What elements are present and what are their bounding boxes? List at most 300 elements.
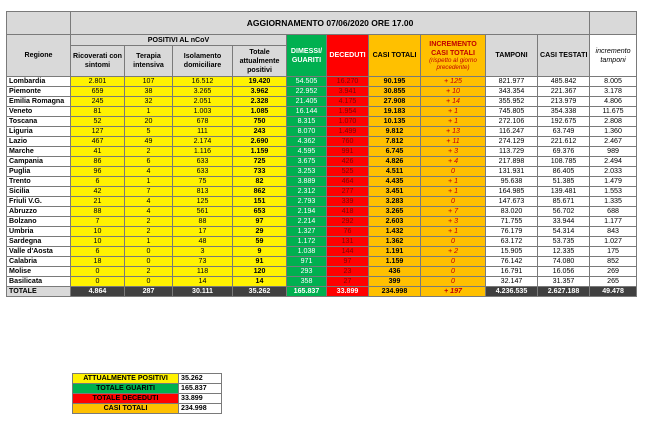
terapia-value: 49: [125, 137, 173, 147]
isolamento-value: 3.265: [173, 87, 233, 97]
terapia-value: 5: [125, 127, 173, 137]
deceduti-value: 760: [327, 137, 369, 147]
totale-positivi-value: 243: [233, 127, 287, 137]
report-table-container: [6, 11, 637, 297]
tamponi-value: 217.898: [486, 157, 538, 167]
table-row: [7, 77, 637, 87]
terapia-value: 0: [125, 257, 173, 267]
tamponi-value: 355.952: [486, 97, 538, 107]
casi-testati-value: 354.338: [538, 107, 590, 117]
ricoverati-value: 0: [71, 267, 125, 277]
totale-positivi-value: 151: [233, 197, 287, 207]
casi-testati-value: 56.702: [538, 207, 590, 217]
region-name: Friuli V.G.: [7, 197, 71, 207]
totale-positivi-value: 862: [233, 187, 287, 197]
terapia-value: 0: [125, 277, 173, 287]
casi-totali-value: 399: [369, 277, 421, 287]
totale-positivi-value: 653: [233, 207, 287, 217]
totale-positivi-value: 1.159: [233, 147, 287, 157]
table-row: [7, 187, 637, 197]
casi-totali-value: 4.511: [369, 167, 421, 177]
dimessi-value: 2.793: [287, 197, 327, 207]
totale-positivi-value: 120: [233, 267, 287, 277]
incremento-tamponi-value: 852: [590, 257, 637, 267]
header-casi-totali: CASI TOTALI: [369, 35, 421, 77]
ricoverati-value: 6: [71, 177, 125, 187]
terapia-value: 6: [125, 157, 173, 167]
legend-row: [73, 404, 222, 414]
terapia-value: 38: [125, 87, 173, 97]
header-terapia: Terapia intensiva: [125, 46, 173, 77]
header-incremento: [421, 35, 486, 77]
header-incremento-tamponi: incremento tamponi: [590, 35, 637, 77]
tamponi-value: 745.805: [486, 107, 538, 117]
terapia-value: 1: [125, 237, 173, 247]
table-row: [7, 197, 637, 207]
terapia-value: 7: [125, 187, 173, 197]
tamponi-value: 164.985: [486, 187, 538, 197]
incremento-value: 0: [421, 267, 486, 277]
header-ricoverati: Ricoverati con sintomi: [71, 46, 125, 77]
region-name: Sardegna: [7, 237, 71, 247]
isolamento-value: 633: [173, 167, 233, 177]
ricoverati-value: 21: [71, 197, 125, 207]
tamponi-value: 821.977: [486, 77, 538, 87]
ricoverati-value: 41: [71, 147, 125, 157]
incremento-tamponi-value: 2.033: [590, 167, 637, 177]
tamponi-value: 116.247: [486, 127, 538, 137]
casi-testati-value: 12.335: [538, 247, 590, 257]
legend-label: CASI TOTALI: [73, 404, 179, 414]
legend-row: [73, 384, 222, 394]
incremento-tamponi-value: 269: [590, 267, 637, 277]
region-name: Bolzano: [7, 217, 71, 227]
total-row: [7, 287, 637, 297]
casi-totali-value: 27.908: [369, 97, 421, 107]
incremento-tamponi-value: 8.005: [590, 77, 637, 87]
header-totale-positivi: Totale attualmente positivi: [233, 46, 287, 77]
table-row: [7, 97, 637, 107]
incremento-tamponi-value: 4.806: [590, 97, 637, 107]
incremento-value: + 1: [421, 227, 486, 237]
ricoverati-value: 52: [71, 117, 125, 127]
dimessi-value: 8.070: [287, 127, 327, 137]
casi-testati-value: 33.944: [538, 217, 590, 227]
header-incremento-note: (rispetto al giorno precedente): [429, 57, 477, 71]
dimessi-value: 2.312: [287, 187, 327, 197]
casi-testati-value: 85.671: [538, 197, 590, 207]
ricoverati-value: 127: [71, 127, 125, 137]
incremento-tamponi-value: 1.335: [590, 197, 637, 207]
isolamento-value: 1.116: [173, 147, 233, 157]
table-row: [7, 167, 637, 177]
ricoverati-value: 467: [71, 137, 125, 147]
tamponi-value: 76.142: [486, 257, 538, 267]
isolamento-value: 17: [173, 227, 233, 237]
incremento-tamponi-value: 2.467: [590, 137, 637, 147]
casi-totali-value: 4.826: [369, 157, 421, 167]
deceduti-value: 991: [327, 147, 369, 157]
incremento-value: 0: [421, 237, 486, 247]
terapia-value: 1: [125, 107, 173, 117]
terapia-value: 2: [125, 267, 173, 277]
dimessi-value: 3.889: [287, 177, 327, 187]
tamponi-value: 32.147: [486, 277, 538, 287]
table-row: [7, 87, 637, 97]
isolamento-value: 14: [173, 277, 233, 287]
table-row: [7, 107, 637, 117]
incremento-tamponi-value: 265: [590, 277, 637, 287]
region-name: Puglia: [7, 167, 71, 177]
page-title: AGGIORNAMENTO 07/06/2020 ORE 17.00: [71, 12, 590, 35]
region-name: Calabria: [7, 257, 71, 267]
dimessi-value: 1.172: [287, 237, 327, 247]
total-totale-positivi-value: 35.262: [233, 287, 287, 297]
deceduti-value: 23: [327, 267, 369, 277]
terapia-value: 32: [125, 97, 173, 107]
incremento-value: + 10: [421, 87, 486, 97]
incremento-value: + 1: [421, 187, 486, 197]
header-regione: Regione: [7, 35, 71, 77]
totale-positivi-value: 82: [233, 177, 287, 187]
terapia-value: 20: [125, 117, 173, 127]
dimessi-value: 358: [287, 277, 327, 287]
region-name: Toscana: [7, 117, 71, 127]
totale-positivi-value: 59: [233, 237, 287, 247]
casi-testati-value: 53.735: [538, 237, 590, 247]
isolamento-value: 2.051: [173, 97, 233, 107]
dimessi-value: 4.362: [287, 137, 327, 147]
totale-positivi-value: 3.962: [233, 87, 287, 97]
region-name: Veneto: [7, 107, 71, 117]
ricoverati-value: 42: [71, 187, 125, 197]
total-isolamento-value: 30.111: [173, 287, 233, 297]
isolamento-value: 111: [173, 127, 233, 137]
region-name: Piemonte: [7, 87, 71, 97]
tamponi-value: 274.129: [486, 137, 538, 147]
ricoverati-value: 7: [71, 217, 125, 227]
total-tamponi-value: 4.236.535: [486, 287, 538, 297]
isolamento-value: 1.003: [173, 107, 233, 117]
incremento-value: + 125: [421, 77, 486, 87]
casi-totali-value: 9.812: [369, 127, 421, 137]
total-incremento-tamponi-value: 49.478: [590, 287, 637, 297]
totale-positivi-value: 750: [233, 117, 287, 127]
table-row: [7, 277, 637, 287]
casi-totali-value: 1.432: [369, 227, 421, 237]
legend-label: TOTALE DECEDUTI: [73, 394, 179, 404]
table-row: [7, 237, 637, 247]
table-row: [7, 267, 637, 277]
totale-positivi-value: 19.420: [233, 77, 287, 87]
incremento-value: 0: [421, 197, 486, 207]
isolamento-value: 88: [173, 217, 233, 227]
region-name: Trento: [7, 177, 71, 187]
legend-label: TOTALE GUARITI: [73, 384, 179, 394]
deceduti-value: 525: [327, 167, 369, 177]
dimessi-value: 22.952: [287, 87, 327, 97]
casi-totali-value: 90.195: [369, 77, 421, 87]
dimessi-value: 2.214: [287, 217, 327, 227]
terapia-value: 2: [125, 227, 173, 237]
incremento-tamponi-value: 1.027: [590, 237, 637, 247]
table-row: [7, 247, 637, 257]
table-row: [7, 217, 637, 227]
dimessi-value: 1.038: [287, 247, 327, 257]
incremento-value: 0: [421, 277, 486, 287]
header-tamponi: TAMPONI: [486, 35, 538, 77]
terapia-value: 2: [125, 147, 173, 157]
deceduti-value: 418: [327, 207, 369, 217]
casi-testati-value: 221.612: [538, 137, 590, 147]
incremento-value: + 1: [421, 177, 486, 187]
casi-totali-value: 1.362: [369, 237, 421, 247]
tamponi-value: 272.106: [486, 117, 538, 127]
corner-cell: [7, 12, 71, 35]
region-name: Sicilia: [7, 187, 71, 197]
total-deceduti-value: 33.899: [327, 287, 369, 297]
casi-totali-value: 3.451: [369, 187, 421, 197]
totale-positivi-value: 1.085: [233, 107, 287, 117]
tamponi-value: 131.931: [486, 167, 538, 177]
total-ricoverati-value: 4.864: [71, 287, 125, 297]
total-casi-totali-value: 234.998: [369, 287, 421, 297]
ricoverati-value: 0: [71, 277, 125, 287]
totale-positivi-value: 97: [233, 217, 287, 227]
deceduti-value: 27: [327, 277, 369, 287]
casi-totali-value: 6.745: [369, 147, 421, 157]
incremento-tamponi-value: 2.494: [590, 157, 637, 167]
incremento-value: + 2: [421, 247, 486, 257]
casi-testati-value: 74.080: [538, 257, 590, 267]
incremento-value: + 3: [421, 217, 486, 227]
deceduti-value: 3.941: [327, 87, 369, 97]
totale-positivi-value: 9: [233, 247, 287, 257]
terapia-value: 2: [125, 217, 173, 227]
dimessi-value: 1.327: [287, 227, 327, 237]
tamponi-value: 76.179: [486, 227, 538, 237]
region-name: Liguria: [7, 127, 71, 137]
incremento-tamponi-value: 1.553: [590, 187, 637, 197]
header-dimessi: DIMESSI/ GUARITI: [287, 35, 327, 77]
table-row: [7, 227, 637, 237]
isolamento-value: 3: [173, 247, 233, 257]
tamponi-value: 63.172: [486, 237, 538, 247]
incremento-value: 0: [421, 167, 486, 177]
tamponi-value: 95.638: [486, 177, 538, 187]
totale-positivi-value: 725: [233, 157, 287, 167]
incremento-value: + 14: [421, 97, 486, 107]
casi-testati-value: 69.376: [538, 147, 590, 157]
deceduti-value: 292: [327, 217, 369, 227]
casi-testati-value: 192.675: [538, 117, 590, 127]
isolamento-value: 2.174: [173, 137, 233, 147]
casi-testati-value: 485.842: [538, 77, 590, 87]
totale-positivi-value: 14: [233, 277, 287, 287]
deceduti-value: 1.499: [327, 127, 369, 137]
dimessi-value: 21.405: [287, 97, 327, 107]
casi-totali-value: 1.191: [369, 247, 421, 257]
legend-value: 165.837: [179, 384, 222, 394]
tamponi-value: 113.729: [486, 147, 538, 157]
casi-totali-value: 7.812: [369, 137, 421, 147]
region-name: Valle d'Aosta: [7, 247, 71, 257]
casi-totali-value: 19.183: [369, 107, 421, 117]
tamponi-value: 83.020: [486, 207, 538, 217]
covid-region-table: [6, 11, 637, 297]
region-name: Campania: [7, 157, 71, 167]
casi-testati-value: 31.357: [538, 277, 590, 287]
legend-value: 35.262: [179, 374, 222, 384]
casi-testati-value: 63.749: [538, 127, 590, 137]
ricoverati-value: 10: [71, 237, 125, 247]
totale-positivi-value: 29: [233, 227, 287, 237]
tamponi-value: 147.673: [486, 197, 538, 207]
ricoverati-value: 10: [71, 227, 125, 237]
region-name: Lombardia: [7, 77, 71, 87]
table-row: [7, 147, 637, 157]
totale-positivi-value: 2.328: [233, 97, 287, 107]
ricoverati-value: 96: [71, 167, 125, 177]
terapia-value: 4: [125, 167, 173, 177]
casi-totali-value: 4.435: [369, 177, 421, 187]
casi-totali-value: 436: [369, 267, 421, 277]
casi-testati-value: 54.314: [538, 227, 590, 237]
terapia-value: 107: [125, 77, 173, 87]
ricoverati-value: 6: [71, 247, 125, 257]
incremento-value: + 1: [421, 107, 486, 117]
incremento-tamponi-value: 2.808: [590, 117, 637, 127]
casi-testati-value: 108.785: [538, 157, 590, 167]
region-name: Abruzzo: [7, 207, 71, 217]
incremento-tamponi-value: 688: [590, 207, 637, 217]
totale-positivi-value: 91: [233, 257, 287, 267]
legend-value: 234.998: [179, 404, 222, 414]
isolamento-value: 73: [173, 257, 233, 267]
table-row: [7, 257, 637, 267]
isolamento-value: 813: [173, 187, 233, 197]
legend-row: [73, 374, 222, 384]
casi-testati-value: 213.979: [538, 97, 590, 107]
table-row: [7, 127, 637, 137]
header-incremento-label: INCREMENTO CASI TOTALI: [429, 40, 477, 57]
total-dimessi-value: 165.837: [287, 287, 327, 297]
region-name: Marche: [7, 147, 71, 157]
terapia-value: 0: [125, 247, 173, 257]
tamponi-value: 343.354: [486, 87, 538, 97]
terapia-value: 4: [125, 197, 173, 207]
incremento-tamponi-value: 843: [590, 227, 637, 237]
dimessi-value: 293: [287, 267, 327, 277]
isolamento-value: 561: [173, 207, 233, 217]
incremento-tamponi-value: 1.360: [590, 127, 637, 137]
deceduti-value: 464: [327, 177, 369, 187]
incremento-tamponi-value: 175: [590, 247, 637, 257]
deceduti-value: 1.954: [327, 107, 369, 117]
casi-totali-value: 3.283: [369, 197, 421, 207]
legend-label: ATTUALMENTE POSITIVI: [73, 374, 179, 384]
total-incremento-value: + 197: [421, 287, 486, 297]
incremento-value: + 7: [421, 207, 486, 217]
region-name: Molise: [7, 267, 71, 277]
incremento-tamponi-value: 11.675: [590, 107, 637, 117]
incremento-tamponi-value: 989: [590, 147, 637, 157]
deceduti-value: 426: [327, 157, 369, 167]
incremento-value: + 1: [421, 117, 486, 127]
region-name: Emilia Romagna: [7, 97, 71, 107]
region-name: Umbria: [7, 227, 71, 237]
casi-testati-value: 16.056: [538, 267, 590, 277]
table-row: [7, 207, 637, 217]
casi-totali-value: 10.135: [369, 117, 421, 127]
total-casi-testati-value: 2.627.188: [538, 287, 590, 297]
dimessi-value: 16.144: [287, 107, 327, 117]
casi-testati-value: 221.367: [538, 87, 590, 97]
incremento-value: 0: [421, 257, 486, 267]
casi-totali-value: 2.603: [369, 217, 421, 227]
tamponi-value: 71.755: [486, 217, 538, 227]
header-casi-testati: CASI TESTATI: [538, 35, 590, 77]
region-name: Basilicata: [7, 277, 71, 287]
deceduti-value: 339: [327, 197, 369, 207]
legend-value: 33.899: [179, 394, 222, 404]
table-row: [7, 177, 637, 187]
totale-positivi-value: 2.690: [233, 137, 287, 147]
dimessi-value: 8.315: [287, 117, 327, 127]
isolamento-value: 48: [173, 237, 233, 247]
dimessi-value: 4.595: [287, 147, 327, 157]
table-body: [7, 77, 637, 297]
deceduti-value: 76: [327, 227, 369, 237]
casi-totali-value: 30.855: [369, 87, 421, 97]
tamponi-value: 16.791: [486, 267, 538, 277]
header-positivi-group: POSITIVI AL nCoV: [71, 35, 287, 46]
deceduti-value: 144: [327, 247, 369, 257]
isolamento-value: 678: [173, 117, 233, 127]
ricoverati-value: 86: [71, 157, 125, 167]
incremento-tamponi-value: 3.178: [590, 87, 637, 97]
ricoverati-value: 245: [71, 97, 125, 107]
isolamento-value: 118: [173, 267, 233, 277]
ricoverati-value: 2.801: [71, 77, 125, 87]
dimessi-value: 971: [287, 257, 327, 267]
ricoverati-value: 659: [71, 87, 125, 97]
deceduti-value: 277: [327, 187, 369, 197]
casi-totali-value: 1.159: [369, 257, 421, 267]
total-label: TOTALE: [7, 287, 71, 297]
dimessi-value: 54.505: [287, 77, 327, 87]
deceduti-value: 97: [327, 257, 369, 267]
terapia-value: 4: [125, 207, 173, 217]
incremento-value: + 3: [421, 147, 486, 157]
isolamento-value: 633: [173, 157, 233, 167]
incremento-tamponi-value: 1.177: [590, 217, 637, 227]
header-deceduti: DECEDUTI: [327, 35, 369, 77]
deceduti-value: 4.175: [327, 97, 369, 107]
ricoverati-value: 81: [71, 107, 125, 117]
incremento-tamponi-value: 1.479: [590, 177, 637, 187]
isolamento-value: 75: [173, 177, 233, 187]
incremento-value: + 11: [421, 137, 486, 147]
tamponi-value: 15.905: [486, 247, 538, 257]
isolamento-value: 125: [173, 197, 233, 207]
ricoverati-value: 18: [71, 257, 125, 267]
dimessi-value: 3.253: [287, 167, 327, 177]
incremento-value: + 4: [421, 157, 486, 167]
table-row: [7, 157, 637, 167]
isolamento-value: 16.512: [173, 77, 233, 87]
deceduti-value: 16.270: [327, 77, 369, 87]
